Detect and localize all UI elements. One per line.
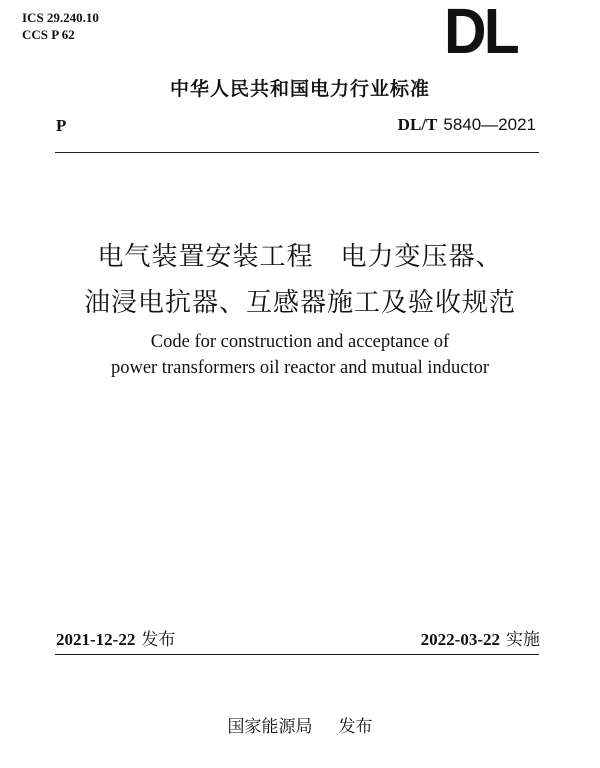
- title-cn-line2: 油浸电抗器、互感器施工及验收规范: [83, 288, 516, 318]
- standard-number-value: 5840—2021: [443, 115, 536, 134]
- publisher-name: 国家能源局: [227, 717, 313, 737]
- classification-codes: [22, 9, 99, 43]
- top-divider: [55, 152, 539, 153]
- implement-date: [421, 625, 540, 650]
- issue-date-value: 2021-12-22: [56, 630, 136, 649]
- publisher: [0, 712, 600, 737]
- issue-date-label: 发布: [141, 630, 176, 650]
- title-en-line1: Code for construction and acceptance of: [150, 332, 450, 352]
- ics-code: ICS 29.240.10: [22, 10, 99, 25]
- title-en-line2: power transformers oil reactor and mutual inductor: [110, 358, 490, 378]
- implement-date-value: 2022-03-22: [420, 630, 500, 649]
- dl-logo: DL: [444, 0, 517, 67]
- bottom-divider: [55, 654, 539, 655]
- category-code: P: [56, 116, 67, 135]
- standard-type-heading: 中华人民共和国电力行业标准: [169, 78, 430, 100]
- standard-number-prefix: DL/T: [397, 115, 438, 134]
- ccs-code: CCS P 62: [22, 27, 75, 42]
- implement-date-label: 实施: [506, 630, 540, 650]
- issue-date: [56, 625, 175, 650]
- publisher-label: 发布: [338, 717, 373, 737]
- standard-number: [398, 115, 536, 135]
- title-cn-line1: 电气装置安装工程 电力变压器、: [97, 242, 503, 272]
